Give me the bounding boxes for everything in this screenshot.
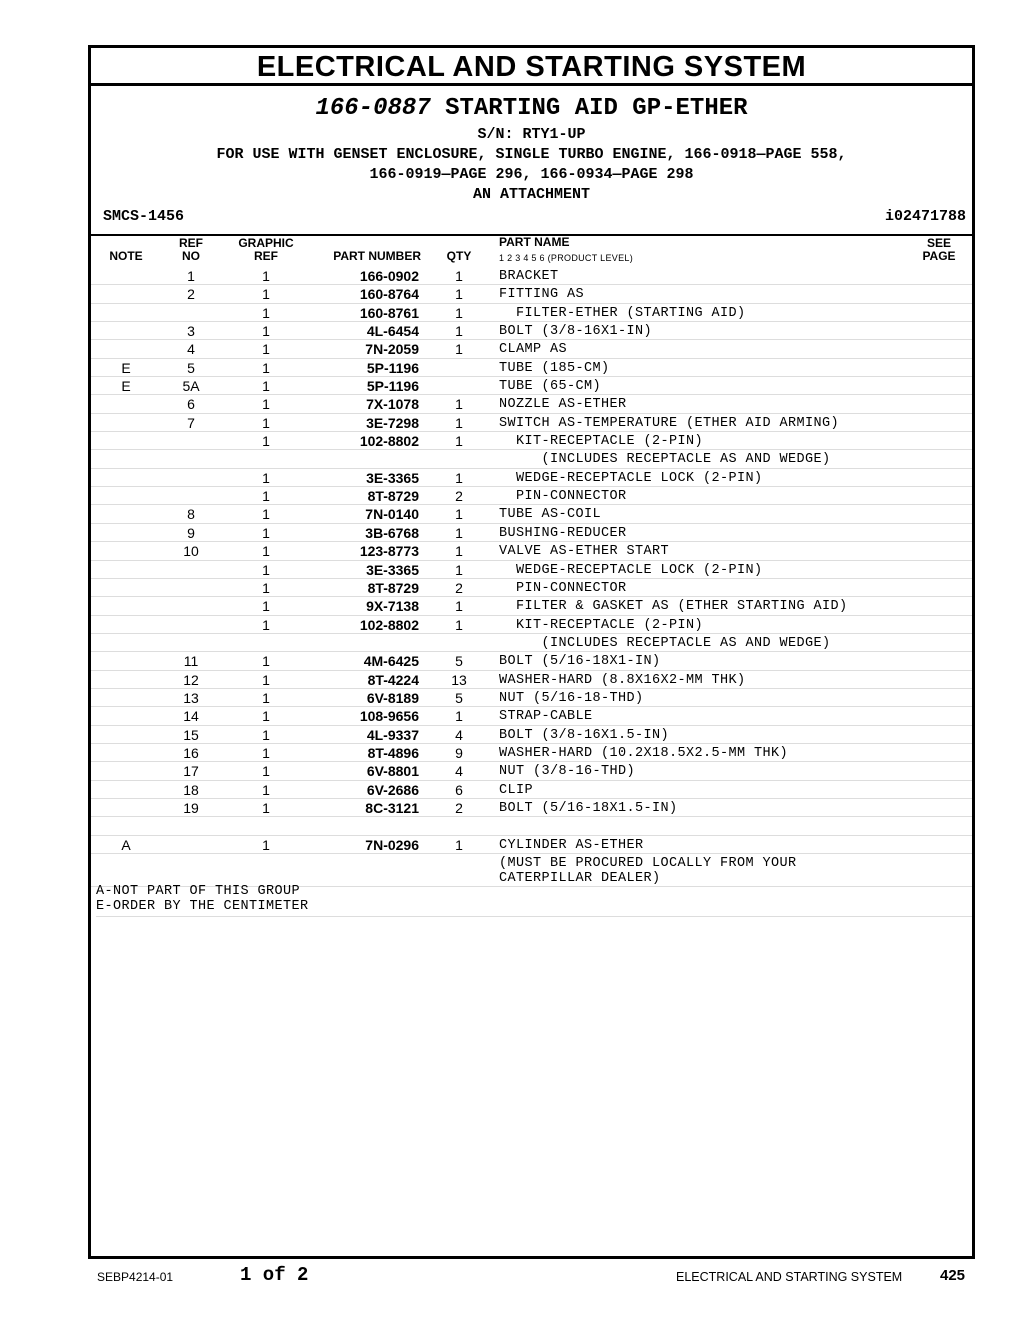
row-part-name: (INCLUDES RECEPTACLE AS AND WEDGE) <box>499 635 831 651</box>
row-part-number: 7X-1078 <box>366 396 419 413</box>
row-qty: 2 <box>455 488 463 505</box>
row-graphic-ref: 1 <box>262 396 270 413</box>
table-row <box>91 689 972 707</box>
row-graphic-ref: 1 <box>262 579 270 596</box>
row-part-name: BOLT (3/8-16X1.5-IN) <box>499 727 670 743</box>
col-ref-no <box>171 237 211 263</box>
table-row <box>91 487 972 505</box>
row-part-number: 102-8802 <box>359 616 419 633</box>
col-see-page <box>916 237 962 263</box>
row-graphic-ref: 1 <box>262 433 270 450</box>
row-part-number: 7N-0140 <box>365 506 419 523</box>
row-ref-no: 5 <box>187 359 195 376</box>
table-row <box>91 726 972 744</box>
row-qty: 13 <box>451 671 467 688</box>
col-gref-label-1: GRAPHIC <box>238 236 294 250</box>
row-part-number: 4M-6425 <box>363 653 419 670</box>
row-graphic-ref: 1 <box>262 689 270 706</box>
row-part-name: TUBE (185-CM) <box>499 360 610 376</box>
table-row <box>91 744 972 762</box>
row-qty: 5 <box>455 689 463 706</box>
col-pn-label: PART NUMBER <box>333 249 421 263</box>
row-part-name: NUT (5/16-18-THD) <box>499 690 644 706</box>
illustration-ref: i02471788 <box>884 208 966 225</box>
footnotes <box>96 884 972 917</box>
row-graphic-ref: 1 <box>262 304 270 321</box>
page-count: 1 of 2 <box>240 1264 309 1286</box>
row-ref-no: 3 <box>187 323 195 340</box>
row-qty: 1 <box>455 836 463 853</box>
col-note-label: NOTE <box>109 249 143 263</box>
col-part-number <box>316 250 421 263</box>
row-ref-no: 8 <box>187 506 195 523</box>
row-part-name: KIT-RECEPTACLE (2-PIN) <box>499 434 704 450</box>
row-note: E <box>121 359 131 376</box>
col-ref-label-2: NO <box>182 249 200 263</box>
row-graphic-ref: 1 <box>262 653 270 670</box>
row-qty: 4 <box>455 763 463 780</box>
row-ref-no: 18 <box>183 781 199 798</box>
page-number: 425 <box>940 1267 966 1284</box>
row-part-name: STRAP-CABLE <box>499 709 593 725</box>
row-ref-no: 1 <box>187 268 195 284</box>
row-part-number: 4L-6454 <box>366 323 419 340</box>
col-see-label-2: PAGE <box>922 249 956 263</box>
row-note: A <box>121 836 131 853</box>
row-part-name: BRACKET <box>499 269 559 284</box>
row-graphic-ref: 1 <box>262 524 270 541</box>
row-part-name: WEDGE-RECEPTACLE LOCK (2-PIN) <box>499 562 763 578</box>
row-graphic-ref: 1 <box>262 286 270 303</box>
row-graphic-ref: 1 <box>262 359 270 376</box>
col-graphic-ref <box>231 237 301 263</box>
row-part-number: 160-8761 <box>359 304 419 321</box>
row-graphic-ref: 1 <box>262 799 270 816</box>
row-graphic-ref: 1 <box>262 378 270 395</box>
group-name: STARTING AID GP-ETHER <box>445 95 748 122</box>
note-e: E-ORDER BY THE CENTIMETER <box>96 899 309 914</box>
serial-range: S/N: RTY1-UP <box>477 126 586 143</box>
row-graphic-ref: 1 <box>262 671 270 688</box>
row-part-name: BUSHING-REDUCER <box>499 525 627 541</box>
row-part-name: WASHER-HARD (10.2X18.5X2.5-MM THK) <box>499 745 789 761</box>
row-part-number: 8T-4896 <box>367 744 419 761</box>
row-graphic-ref: 1 <box>262 561 270 578</box>
col-note <box>106 250 146 263</box>
table-row <box>91 304 972 322</box>
row-qty: 2 <box>455 579 463 596</box>
footer-system: ELECTRICAL AND STARTING SYSTEM <box>676 1270 903 1284</box>
row-part-number: 166-0902 <box>359 268 419 284</box>
row-graphic-ref: 1 <box>262 506 270 523</box>
row-qty: 4 <box>455 726 463 743</box>
row-part-name: VALVE AS-ETHER START <box>499 544 670 560</box>
row-graphic-ref: 1 <box>262 488 270 505</box>
row-qty: 1 <box>455 433 463 450</box>
col-qty-label: QTY <box>446 249 472 263</box>
row-graphic-ref: 1 <box>262 616 270 633</box>
row-part-number: 3E-7298 <box>366 414 419 431</box>
row-part-number: 8T-4224 <box>367 671 419 688</box>
row-qty: 1 <box>455 286 463 303</box>
table-row <box>91 817 972 835</box>
row-ref-no: 7 <box>187 414 195 431</box>
row-part-name: FITTING AS <box>499 287 585 303</box>
table-row <box>91 395 972 413</box>
row-qty: 1 <box>455 304 463 321</box>
row-graphic-ref: 1 <box>262 341 270 358</box>
row-part-name: CLIP <box>499 782 534 798</box>
table-row <box>91 414 972 432</box>
doc-id: SEBP4214-01 <box>97 1270 174 1284</box>
row-graphic-ref: 1 <box>262 781 270 798</box>
row-qty: 2 <box>455 799 463 816</box>
row-part-name: WASHER-HARD (8.8X16X2-MM THK) <box>499 672 746 688</box>
parts-table <box>91 267 972 887</box>
row-part-number: 7N-2059 <box>365 341 419 358</box>
usage-line-2: 166-0919—PAGE 296, 166-0934—PAGE 298 <box>369 166 694 183</box>
row-graphic-ref: 1 <box>262 708 270 725</box>
row-part-name: FILTER-ETHER (STARTING AID) <box>499 305 746 321</box>
row-qty: 1 <box>455 598 463 615</box>
table-row <box>91 359 972 377</box>
row-ref-no: 6 <box>187 396 195 413</box>
row-part-name: PIN-CONNECTOR <box>499 580 627 596</box>
row-part-number: 5P-1196 <box>366 378 419 395</box>
table-row <box>91 505 972 523</box>
row-part-number: 108-9656 <box>359 708 419 725</box>
row-graphic-ref: 1 <box>262 323 270 340</box>
row-ref-no: 14 <box>183 708 199 725</box>
row-ref-no: 11 <box>183 653 199 670</box>
row-part-name: (MUST BE PROCURED LOCALLY FROM YOUR CATERPILLAR DEALER) <box>499 856 797 886</box>
row-qty: 1 <box>455 268 463 284</box>
row-qty: 1 <box>455 323 463 340</box>
row-qty: 5 <box>455 653 463 670</box>
smcs-code: SMCS-1456 <box>103 208 185 225</box>
row-part-number: 6V-8189 <box>366 689 419 706</box>
col-see-label-1: SEE <box>926 236 951 250</box>
table-row <box>91 707 972 725</box>
usage-line-1: FOR USE WITH GENSET ENCLOSURE, SINGLE TURBO ENGINE, 166-0918—PAGE 558, <box>216 146 847 163</box>
table-row <box>91 781 972 799</box>
row-ref-no: 2 <box>187 286 195 303</box>
col-name-label: PART NAME <box>499 235 570 249</box>
row-qty: 1 <box>455 469 463 486</box>
table-row <box>91 377 972 395</box>
row-part-name: (INCLUDES RECEPTACLE AS AND WEDGE) <box>499 452 831 468</box>
row-graphic-ref: 1 <box>262 763 270 780</box>
row-part-number: 6V-8801 <box>366 763 419 780</box>
table-row <box>91 799 972 817</box>
col-part-name <box>499 236 569 249</box>
row-ref-no: 16 <box>183 744 199 761</box>
row-part-number: 4L-9337 <box>366 726 419 743</box>
row-graphic-ref: 1 <box>262 744 270 761</box>
group-title <box>91 93 972 125</box>
table-row <box>91 285 972 303</box>
row-graphic-ref: 1 <box>262 836 270 853</box>
row-part-number: 123-8773 <box>359 543 419 560</box>
table-row <box>91 322 972 340</box>
row-part-number: 8T-8729 <box>367 488 419 505</box>
row-part-name: CLAMP AS <box>499 342 568 358</box>
group-part-number: 166-0887 <box>315 95 431 122</box>
table-row <box>91 340 972 358</box>
row-graphic-ref: 1 <box>262 543 270 560</box>
row-ref-no: 4 <box>187 341 195 358</box>
row-qty: 1 <box>455 524 463 541</box>
table-row <box>91 267 972 285</box>
row-part-number: 7N-0296 <box>365 836 419 853</box>
row-qty: 1 <box>455 616 463 633</box>
system-title: ELECTRICAL AND STARTING SYSTEM <box>91 48 972 86</box>
col-qty <box>441 250 477 263</box>
row-qty: 1 <box>455 543 463 560</box>
table-row <box>91 634 972 652</box>
row-part-name: BOLT (5/16-18X1-IN) <box>499 654 661 670</box>
col-gref-label-2: REF <box>254 249 278 263</box>
row-qty: 1 <box>455 561 463 578</box>
row-part-number: 102-8802 <box>359 433 419 450</box>
table-row <box>91 432 972 450</box>
row-qty: 1 <box>455 341 463 358</box>
row-graphic-ref: 1 <box>262 726 270 743</box>
row-part-number: 3B-6768 <box>365 524 419 541</box>
row-part-name: CYLINDER AS-ETHER <box>499 837 644 853</box>
table-row <box>91 579 972 597</box>
row-part-number: 8T-8729 <box>367 579 419 596</box>
row-ref-no: 5A <box>182 378 200 395</box>
table-row <box>91 561 972 579</box>
row-ref-no: 13 <box>183 689 199 706</box>
row-part-number: 3E-3365 <box>366 561 419 578</box>
row-ref-no: 12 <box>183 671 199 688</box>
row-part-name: TUBE (65-CM) <box>499 379 602 395</box>
row-part-name: WEDGE-RECEPTACLE LOCK (2-PIN) <box>499 470 763 486</box>
table-row <box>91 450 972 468</box>
table-row <box>91 524 972 542</box>
row-part-number: 160-8764 <box>359 286 419 303</box>
table-row <box>91 542 972 560</box>
table-row <box>91 652 972 670</box>
table-row <box>91 597 972 615</box>
row-part-name: BOLT (3/8-16X1-IN) <box>499 324 653 340</box>
table-row <box>91 469 972 487</box>
usage-line-3: AN ATTACHMENT <box>472 186 591 203</box>
table-row <box>91 671 972 689</box>
page-frame <box>88 45 975 1259</box>
row-ref-no: 19 <box>183 799 199 816</box>
row-graphic-ref: 1 <box>262 598 270 615</box>
row-qty: 1 <box>455 414 463 431</box>
row-qty: 9 <box>455 744 463 761</box>
row-ref-no: 17 <box>183 763 199 780</box>
row-qty: 1 <box>455 396 463 413</box>
row-part-name: BOLT (5/16-18X1.5-IN) <box>499 800 678 816</box>
row-ref-no: 10 <box>183 543 199 560</box>
row-part-number: 9X-7138 <box>366 598 419 615</box>
row-part-name: FILTER & GASKET AS (ETHER STARTING AID) <box>499 599 848 615</box>
row-part-name: PIN-CONNECTOR <box>499 489 627 505</box>
row-qty: 1 <box>455 708 463 725</box>
table-row <box>91 854 972 887</box>
row-part-name: SWITCH AS-TEMPERATURE (ETHER AID ARMING) <box>499 415 840 431</box>
table-row <box>91 762 972 780</box>
group-header <box>91 89 972 205</box>
table-row <box>91 616 972 634</box>
product-level-scale: 1 2 3 4 5 6 (PRODUCT LEVEL) <box>499 253 633 263</box>
row-part-name: NUT (3/8-16-THD) <box>499 764 636 780</box>
row-part-name: KIT-RECEPTACLE (2-PIN) <box>499 617 704 633</box>
row-part-number: 3E-3365 <box>366 469 419 486</box>
row-graphic-ref: 1 <box>262 469 270 486</box>
note-a: A-NOT PART OF THIS GROUP <box>96 884 301 899</box>
row-ref-no: 9 <box>187 524 195 541</box>
row-graphic-ref: 1 <box>262 268 270 284</box>
row-part-number: 8C-3121 <box>365 799 419 816</box>
table-row <box>91 836 972 854</box>
col-ref-label-1: REF <box>179 236 203 250</box>
row-graphic-ref: 1 <box>262 414 270 431</box>
row-part-number: 6V-2686 <box>366 781 419 798</box>
row-qty: 6 <box>455 781 463 798</box>
row-ref-no: 15 <box>183 726 199 743</box>
row-part-name: TUBE AS-COIL <box>499 507 602 523</box>
row-part-name: NOZZLE AS-ETHER <box>499 397 627 413</box>
row-qty: 1 <box>455 506 463 523</box>
row-part-number: 5P-1196 <box>366 359 419 376</box>
row-note: E <box>121 378 131 395</box>
